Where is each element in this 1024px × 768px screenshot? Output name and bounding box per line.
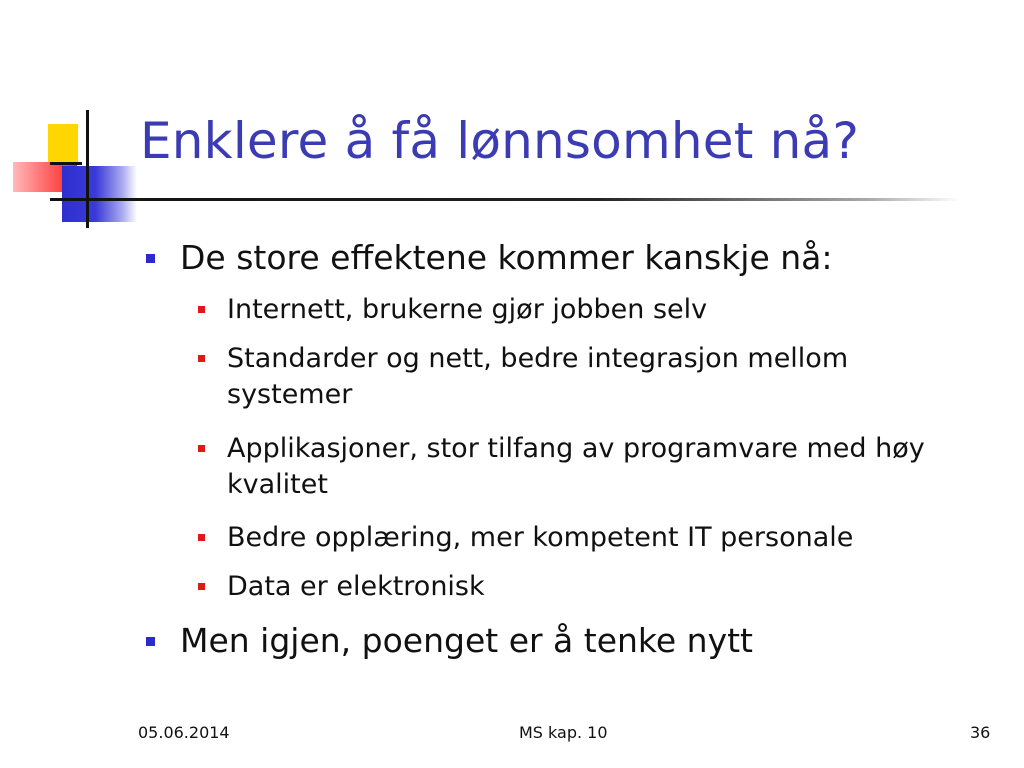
bullet-text: Data er elektronisk — [227, 571, 485, 602]
decorative-yellow-square — [48, 124, 78, 164]
slide-title: Enklere å få lønnsomhet nå? — [140, 112, 860, 170]
decorative-blue-block — [62, 166, 137, 222]
bullet-level2 — [227, 520, 947, 556]
decorative-short-line — [50, 162, 82, 165]
blue-square-bullet-icon — [146, 254, 155, 263]
bullet-text: De store effektene kommer kanskje nå: — [180, 238, 833, 277]
bullet-text: Men igjen, poenget er å tenke nytt — [180, 621, 753, 660]
red-square-bullet-icon — [198, 534, 205, 541]
blue-square-bullet-icon — [146, 637, 155, 646]
red-square-bullet-icon — [198, 306, 205, 313]
bullet-text: Internett, brukerne gjør jobben selv — [227, 294, 708, 325]
bullet-level2 — [227, 431, 947, 503]
bullet-text: Applikasjoner, stor tilfang av programvare med høy kvalitet — [227, 433, 925, 500]
bullet-level2 — [227, 341, 947, 413]
bullet-text: Standarder og nett, bedre integrasjon mellom systemer — [227, 343, 849, 410]
footer-page-number: 36 — [970, 723, 991, 742]
bullet-level1 — [180, 238, 833, 277]
red-square-bullet-icon — [198, 445, 205, 452]
bullet-level2 — [227, 569, 947, 605]
decorative-vertical-line — [86, 110, 89, 228]
bullet-level1 — [180, 621, 753, 660]
red-square-bullet-icon — [198, 583, 205, 590]
title-underline — [50, 198, 960, 201]
bullet-text: Bedre opplæring, mer kompetent IT personale — [227, 522, 854, 553]
footer-date: 05.06.2014 — [138, 723, 230, 742]
red-square-bullet-icon — [198, 355, 205, 362]
footer-center-text: MS kap. 10 — [519, 723, 608, 742]
bullet-level2 — [227, 292, 947, 328]
